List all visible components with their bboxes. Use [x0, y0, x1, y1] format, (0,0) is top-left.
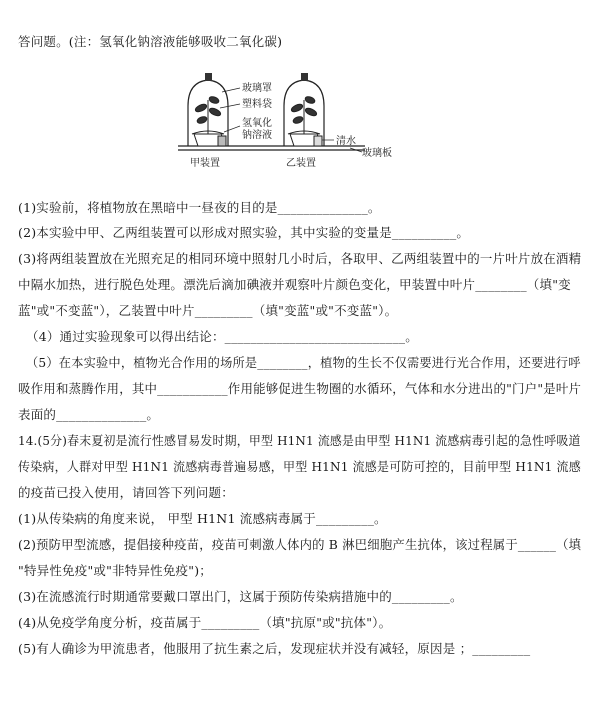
label-water: 清水 [336, 136, 356, 147]
label-device-b: 乙装置 [286, 158, 316, 169]
question-3-line-3: 蓝"或"不变蓝"），乙装置中叶片_________（填"变蓝"或"不变蓝"）。 [18, 303, 398, 318]
plant-a [194, 95, 221, 134]
label-glass-cover: 玻璃罩 [242, 83, 272, 94]
question-14-1: (1)从传染病的角度来说， 甲型 H1N1 流感病毒属于_________。 [18, 511, 387, 526]
experiment-figure [150, 70, 410, 182]
label-naoh: 氢氧化 [242, 118, 272, 129]
question-14-5: (5)有人确诊为甲流患者，他服用了抗生素之后，发现症状并没有减轻，原因是 ；_________ [18, 641, 531, 656]
question-14-4: (4)从免疫学角度分析，疫苗属于_________（填"抗原"或"抗体"）。 [18, 615, 392, 630]
question-14-line-1: 14.(5分)春末夏初是流行性感冒易发时期，甲型 H1N1 流感是由甲型 H1N1 流感病毒引起的急性呼吸道 [18, 433, 581, 448]
question-3-line-2: 中隔水加热，进行脱色处理。漂洗后滴加碘液并观察叶片颜色变化，甲装置中叶片________（填"变 [18, 277, 571, 292]
plant-b [290, 95, 317, 134]
knob-a [205, 73, 212, 81]
question-14-2-line-2: "特异性免疫"或"非特异性免疫")； [18, 563, 212, 578]
water-beaker [314, 136, 322, 146]
label-device-a: 甲装置 [190, 158, 220, 169]
question-1: (1)实验前，将植物放在黑暗中一昼夜的目的是______________。 [18, 200, 381, 215]
question-4: （4）通过实验现象可以得出结论：____________________________。 [26, 329, 418, 344]
question-5-line-2: 吸作用和蒸腾作用，其中___________作用能够促进生物圈的水循环，气体和水分进出的"门户"是叶片 [18, 381, 582, 396]
label-plastic-bag: 塑料袋 [242, 99, 272, 110]
question-14-2-line-1: (2)预防甲型流感，提倡接种疫苗，疫苗可刺激人体内的 B 淋巴细胞产生抗体，该过程属于______（填 [18, 537, 582, 552]
question-5-line-3: 表面的______________。 [18, 407, 160, 422]
apparatus-diagram [150, 70, 410, 182]
question-14-line-2: 传染病，人群对甲型 H1N1 流感病毒普遍易感，甲型 H1N1 流感是可防可控的，目前甲型 H1N1 流感 [18, 459, 581, 474]
question-2: (2)本实验中甲、乙两组装置可以形成对照实验，其中实验的变量是__________。 [18, 225, 470, 240]
label-naoh-2: 钠溶液 [242, 130, 272, 141]
knob-b [301, 73, 308, 81]
intro-text: 答问题。(注：氢氧化钠溶液能够吸收二氧化碳) [18, 34, 283, 49]
naoh-beaker [218, 136, 226, 146]
question-14-line-3: 的疫苗已投入使用，请回答下列问题： [18, 485, 234, 500]
question-5-line-1: （5）在本实验中，植物光合作用的场所是________，植物的生长不仅需要进行光合作用，还要进行呼 [26, 355, 581, 370]
label-glass-plate: 玻璃板 [362, 148, 392, 159]
question-3-line-1: (3)将两组装置放在光照充足的相同环境中照射几小时后，各取甲、乙两组装置中的一片叶片放在酒精 [18, 251, 582, 266]
question-14-3: (3)在流感流行时期通常要戴口罩出门，这属于预防传染病措施中的_________。 [18, 589, 463, 604]
